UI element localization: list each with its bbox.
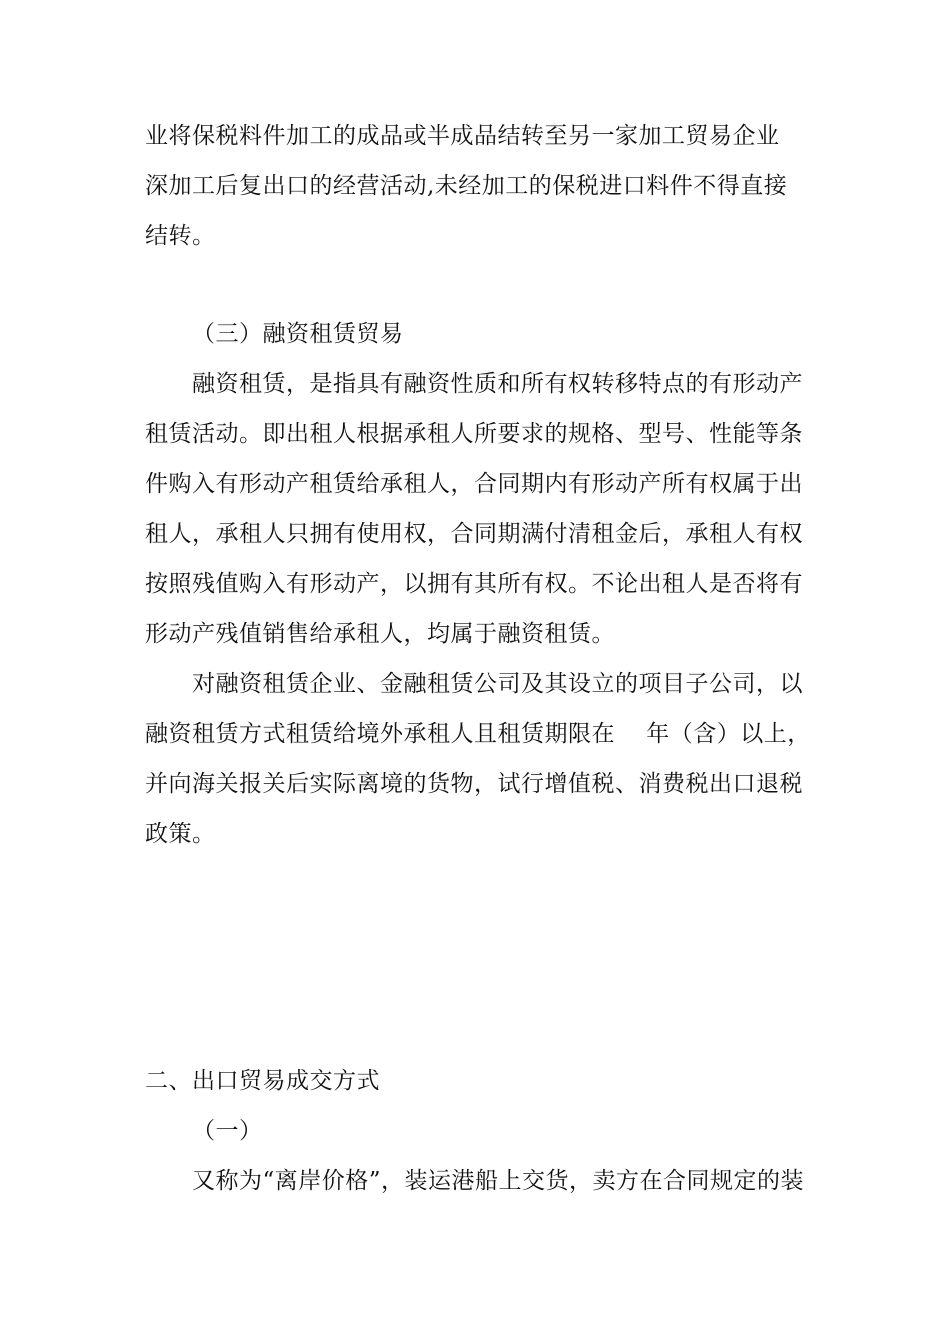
paragraph-line: 结转。 bbox=[145, 223, 216, 249]
paragraph-line: 按照残值购入有形动产，以拥有其所有权。不论出租人是否将有 bbox=[145, 571, 803, 597]
paragraph-line: 又称为“离岸价格”，装运港船上交货，卖方在合同规定的装 bbox=[192, 1168, 805, 1194]
section-heading: （三）融资租赁贸易 bbox=[192, 321, 404, 347]
paragraph-line: 件购入有形动产租赁给承租人，合同期内有形动产所有权属于出 bbox=[145, 471, 803, 497]
paragraph-line: 形动产残值销售给承租人，均属于融资租赁。 bbox=[145, 621, 615, 647]
paragraph-line: 租人，承租人只拥有使用权，合同期满付清租金后，承租人有权 bbox=[145, 521, 803, 547]
paragraph-line: 融资租赁方式租赁给境外承租人且租赁期限在 年（含）以上， bbox=[145, 721, 811, 747]
subsection-heading: （一） bbox=[192, 1118, 263, 1144]
paragraph-line: 并向海关报关后实际离境的货物，试行增值税、消费税出口退税 bbox=[145, 771, 803, 797]
paragraph-line: 业将保税料件加工的成品或半成品结转至另一家加工贸易企业 bbox=[145, 123, 780, 149]
paragraph-line: 租赁活动。即出租人根据承租人所要求的规格、型号、性能等条 bbox=[145, 421, 803, 447]
paragraph-line: 深加工后复出口的经营活动,未经加工的保税进口料件不得直接 bbox=[145, 173, 788, 199]
section-heading: 二、出口贸易成交方式 bbox=[145, 1068, 380, 1094]
paragraph-line: 政策。 bbox=[145, 821, 216, 847]
paragraph-line: 对融资租赁企业、金融租赁公司及其设立的项目子公司，以 bbox=[192, 671, 803, 697]
paragraph-line: 融资租赁，是指具有融资性质和所有权转移特点的有形动产 bbox=[192, 371, 803, 397]
